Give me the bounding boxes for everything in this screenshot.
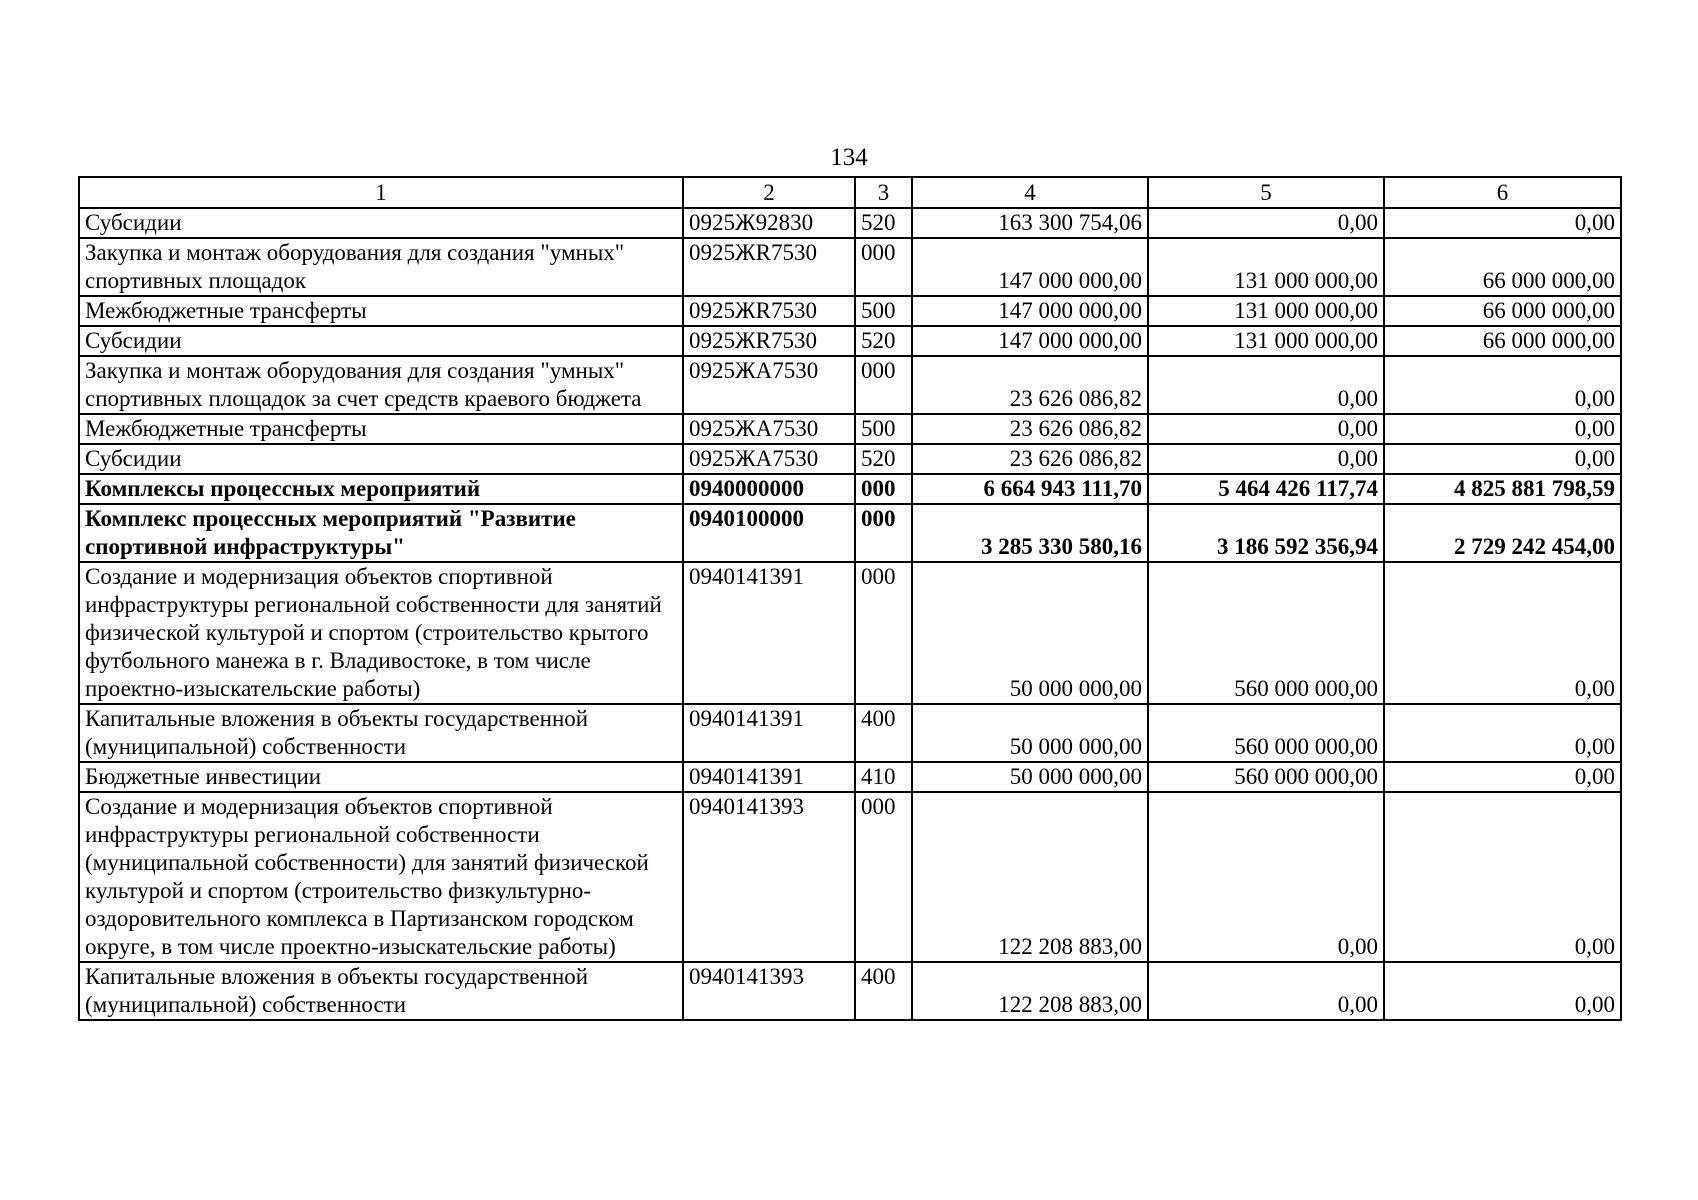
row-amount-col-4: 147 000 000,00 [912, 326, 1148, 356]
row-amount-col-4: 122 208 883,00 [912, 792, 1148, 962]
row-code: 0925ЖR7530 [683, 296, 855, 326]
table-row [79, 562, 1621, 704]
table-row [79, 414, 1621, 444]
row-code: 0940141391 [683, 704, 855, 762]
row-amount-col-4: 50 000 000,00 [912, 704, 1148, 762]
row-amount-col-5: 131 000 000,00 [1148, 296, 1384, 326]
row-name: Капитальные вложения в объекты государственной (муниципальной) собственности [79, 962, 683, 1020]
row-name: Комплекс процессных мероприятий "Развитие спортивной инфраструктуры" [79, 504, 683, 562]
row-amount-col-5: 560 000 000,00 [1148, 762, 1384, 792]
row-name: Закупка и монтаж оборудования для создания "умных" спортивных площадок [79, 238, 683, 296]
row-code: 0925ЖR7530 [683, 326, 855, 356]
row-amount-col-6: 66 000 000,00 [1384, 326, 1621, 356]
row-amount-col-4: 147 000 000,00 [912, 296, 1148, 326]
row-code: 0940000000 [683, 474, 855, 504]
row-name: Создание и модернизация объектов спортивной инфраструктуры региональной собственности (муниципальной собственности) для занятий физической культурой и спортом (строительство физкультурно-оздоровительного комплекса в Партизанском городском округе, в том числе проектно-изыскательские работы) [79, 792, 683, 962]
row-amount-col-4: 147 000 000,00 [912, 238, 1148, 296]
row-amount-col-6: 0,00 [1384, 444, 1621, 474]
row-expense-kind: 000 [855, 474, 912, 504]
row-amount-col-6: 0,00 [1384, 562, 1621, 704]
header-col-1: 1 [79, 177, 683, 208]
row-amount-col-4: 6 664 943 111,70 [912, 474, 1148, 504]
row-code: 0940100000 [683, 504, 855, 562]
row-amount-col-5: 0,00 [1148, 414, 1384, 444]
row-code: 0925ЖА7530 [683, 444, 855, 474]
row-expense-kind: 000 [855, 562, 912, 704]
row-amount-col-5: 131 000 000,00 [1148, 326, 1384, 356]
row-name: Комплексы процессных мероприятий [79, 474, 683, 504]
row-expense-kind: 400 [855, 962, 912, 1020]
row-expense-kind: 000 [855, 504, 912, 562]
row-amount-col-6: 0,00 [1384, 208, 1621, 238]
row-code: 0925ЖR7530 [683, 238, 855, 296]
row-code: 0940141393 [683, 792, 855, 962]
row-amount-col-5: 131 000 000,00 [1148, 238, 1384, 296]
table-row [79, 792, 1621, 962]
header-col-2: 2 [683, 177, 855, 208]
row-name: Закупка и монтаж оборудования для создания "умных" спортивных площадок за счет средств краевого бюджета [79, 356, 683, 414]
row-amount-col-5: 0,00 [1148, 356, 1384, 414]
row-amount-col-5: 0,00 [1148, 208, 1384, 238]
row-amount-col-4: 23 626 086,82 [912, 414, 1148, 444]
table-row [79, 296, 1621, 326]
row-expense-kind: 000 [855, 792, 912, 962]
row-amount-col-6: 66 000 000,00 [1384, 238, 1621, 296]
table-row [79, 238, 1621, 296]
row-code: 0925ЖА7530 [683, 414, 855, 444]
row-amount-col-6: 0,00 [1384, 704, 1621, 762]
table-row [79, 326, 1621, 356]
row-name: Капитальные вложения в объекты государственной (муниципальной) собственности [79, 704, 683, 762]
row-amount-col-5: 0,00 [1148, 792, 1384, 962]
row-name: Создание и модернизация объектов спортивной инфраструктуры региональной собственности для занятий физической культурой и спортом (строительство крытого футбольного манежа в г. Владивостоке, в том числе проектно-изыскательские работы) [79, 562, 683, 704]
row-amount-col-4: 122 208 883,00 [912, 962, 1148, 1020]
row-name: Бюджетные инвестиции [79, 762, 683, 792]
header-row [79, 177, 1621, 208]
table-row [79, 704, 1621, 762]
row-amount-col-6: 0,00 [1384, 356, 1621, 414]
row-expense-kind: 520 [855, 444, 912, 474]
table-row [79, 504, 1621, 562]
header-col-4: 4 [912, 177, 1148, 208]
table-row [79, 962, 1621, 1020]
budget-table [78, 176, 1622, 1021]
row-amount-col-4: 3 285 330 580,16 [912, 504, 1148, 562]
row-expense-kind: 500 [855, 414, 912, 444]
row-amount-col-4: 163 300 754,06 [912, 208, 1148, 238]
row-amount-col-5: 0,00 [1148, 962, 1384, 1020]
row-expense-kind: 500 [855, 296, 912, 326]
row-expense-kind: 520 [855, 326, 912, 356]
row-name: Межбюджетные трансферты [79, 296, 683, 326]
row-amount-col-6: 2 729 242 454,00 [1384, 504, 1621, 562]
row-amount-col-6: 66 000 000,00 [1384, 296, 1621, 326]
row-expense-kind: 520 [855, 208, 912, 238]
row-amount-col-5: 3 186 592 356,94 [1148, 504, 1384, 562]
row-name: Субсидии [79, 444, 683, 474]
table-row [79, 208, 1621, 238]
table-row [79, 356, 1621, 414]
row-expense-kind: 400 [855, 704, 912, 762]
row-expense-kind: 000 [855, 238, 912, 296]
row-expense-kind: 000 [855, 356, 912, 414]
row-code: 0940141393 [683, 962, 855, 1020]
row-amount-col-4: 23 626 086,82 [912, 356, 1148, 414]
row-amount-col-4: 50 000 000,00 [912, 562, 1148, 704]
row-code: 0925Ж92830 [683, 208, 855, 238]
row-code: 0940141391 [683, 762, 855, 792]
page-number: 134 [830, 144, 868, 171]
table-body [79, 177, 1621, 1020]
row-code: 0940141391 [683, 562, 855, 704]
header-col-3: 3 [855, 177, 912, 208]
row-amount-col-5: 560 000 000,00 [1148, 562, 1384, 704]
row-amount-col-6: 0,00 [1384, 762, 1621, 792]
row-code: 0925ЖА7530 [683, 356, 855, 414]
table-row [79, 474, 1621, 504]
row-amount-col-6: 0,00 [1384, 792, 1621, 962]
header-col-5: 5 [1148, 177, 1384, 208]
row-amount-col-4: 50 000 000,00 [912, 762, 1148, 792]
header-col-6: 6 [1384, 177, 1621, 208]
row-name: Межбюджетные трансферты [79, 414, 683, 444]
row-expense-kind: 410 [855, 762, 912, 792]
row-name: Субсидии [79, 326, 683, 356]
table-row [79, 762, 1621, 792]
row-amount-col-6: 0,00 [1384, 962, 1621, 1020]
row-amount-col-6: 4 825 881 798,59 [1384, 474, 1621, 504]
row-amount-col-5: 560 000 000,00 [1148, 704, 1384, 762]
row-name: Субсидии [79, 208, 683, 238]
row-amount-col-5: 5 464 426 117,74 [1148, 474, 1384, 504]
row-amount-col-4: 23 626 086,82 [912, 444, 1148, 474]
row-amount-col-5: 0,00 [1148, 444, 1384, 474]
table-row [79, 444, 1621, 474]
row-amount-col-6: 0,00 [1384, 414, 1621, 444]
